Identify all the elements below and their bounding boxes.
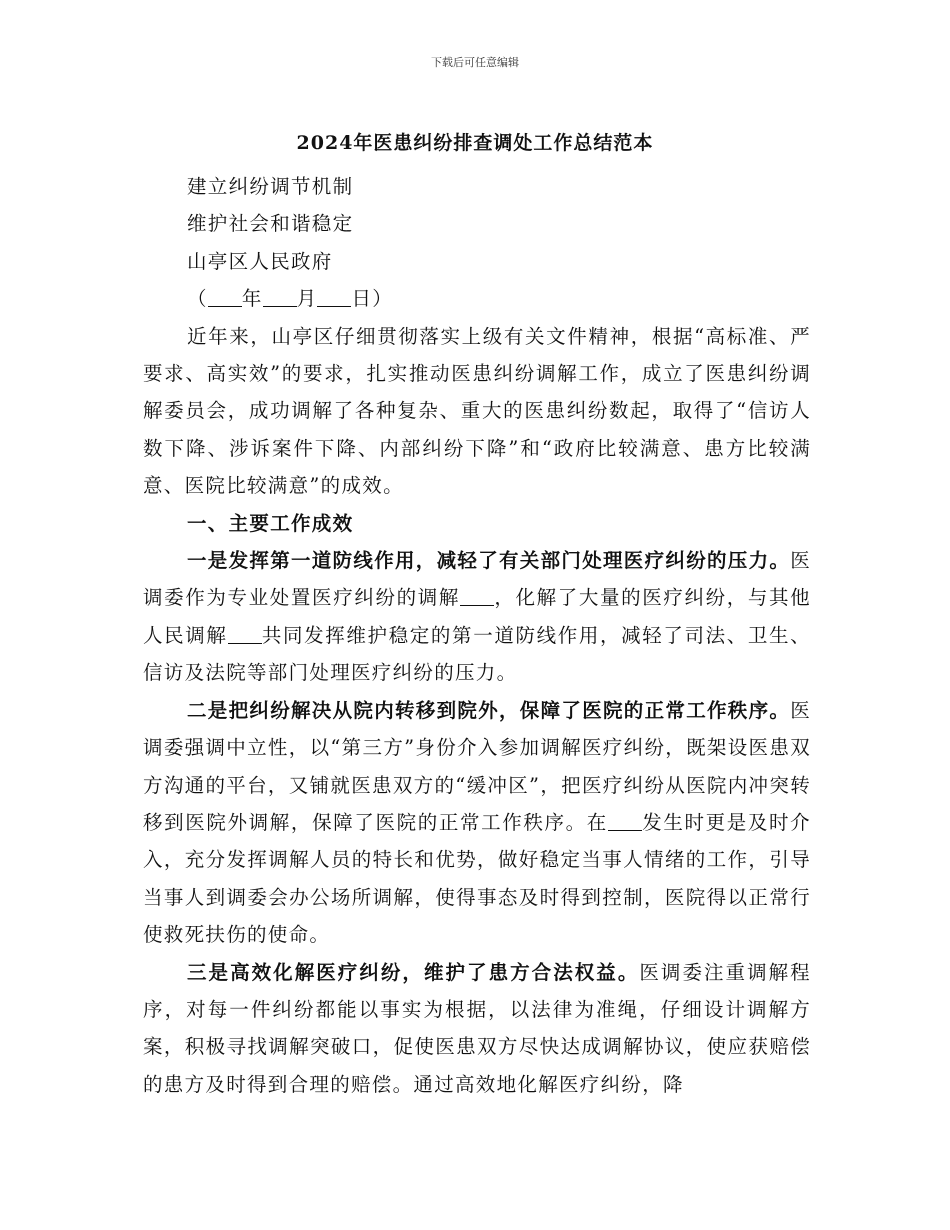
date-day: 日） (351, 287, 394, 311)
paragraph-3 (143, 954, 811, 1104)
date-month: 月 (296, 287, 318, 311)
intro-paragraph: 近年来，山亭区仔细贯彻落实上级有关文件精神，根据“高标准、严要求、高实效”的要求，扎实推动医患纠纷调解工作，成立了医患纠纷调解委员会，成功调解了各种复杂、重大的医患纠纷数起，取得了“信访人数下降、涉诉案件下降、内部纠纷下降”和“政府比较满意、患方比较满意、医院比较满意”的成效。 (143, 324, 811, 498)
paragraph-1-text-a: 医调委作为专业处置医疗纠纷的调解 (143, 549, 812, 610)
header-note: 下载后可任意编辑 (431, 56, 519, 69)
date-open: （ (187, 287, 208, 311)
document-body (143, 168, 811, 1103)
day-blank (317, 287, 351, 308)
year-blank (208, 287, 242, 308)
paragraph-1-text-c: 共同发挥维护稳定的第一道防线作用，减轻了司法、卫生、信访及法院等部门处理医疗纠纷的压力。 (143, 623, 811, 685)
blank-3 (608, 810, 642, 831)
issuer-line: 山亭区人民政府 (187, 249, 333, 273)
date-line (143, 280, 811, 317)
section-heading: 一、主要工作成效 (187, 511, 354, 535)
subtitle-line-2: 维护社会和谐稳定 (187, 212, 354, 236)
paragraph-2 (143, 692, 811, 954)
paragraph-2-text-a: 医调委强调中立性，以“第三方”身份介入参加调解医疗纠纷，既架设医患双方沟通的平台，又铺就医患双方的“缓冲区”，把医疗纠纷从医院内冲突转移到医院外调解，保障了医院的正常工作秩序。在 (143, 698, 812, 834)
paragraph-1-text-b: ，化解了大量的医疗纠纷，与其他人民调解 (143, 586, 811, 647)
subtitle-line-1: 建立纠纷调节机制 (187, 175, 354, 198)
month-blank (263, 287, 297, 308)
blank-2 (228, 623, 262, 644)
paragraph-2-lead: 二是把纠纷解决从院内转移到院外，保障了医院的正常工作秩序。 (187, 698, 791, 722)
document-title: 2024年医患纠纷排查调处工作总结范本 (296, 132, 654, 154)
paragraph-1-lead: 一是发挥第一道防线作用，减轻了有关部门处理医疗纠纷的压力。 (187, 549, 791, 573)
blank-1 (460, 586, 494, 607)
paragraph-2-text-b: 发生时更是及时介入，充分发挥调解人员的特长和优势，做好稳定当事人情绪的工作，引导当事人到调委会办公场所调解，使得事态及时得到控制，医院得以正常行使救死扶伤的使命。 (143, 810, 811, 947)
paragraph-3-text: 医调委注重调解程序，对每一件纠纷都能以事实为根据，以法律为准绳，仔细设计调解方案，积极寻找调解突破口，促使医患双方尽快达成调解协议，使应获赔偿的患方及时得到合理的赔偿。通过高效地化解医疗纠纷，降 (143, 960, 811, 1096)
date-year: 年 (241, 287, 263, 311)
paragraph-3-lead: 三是高效化解医疗纠纷，维护了患方合法权益。 (187, 960, 640, 984)
paragraph-1 (143, 542, 811, 692)
